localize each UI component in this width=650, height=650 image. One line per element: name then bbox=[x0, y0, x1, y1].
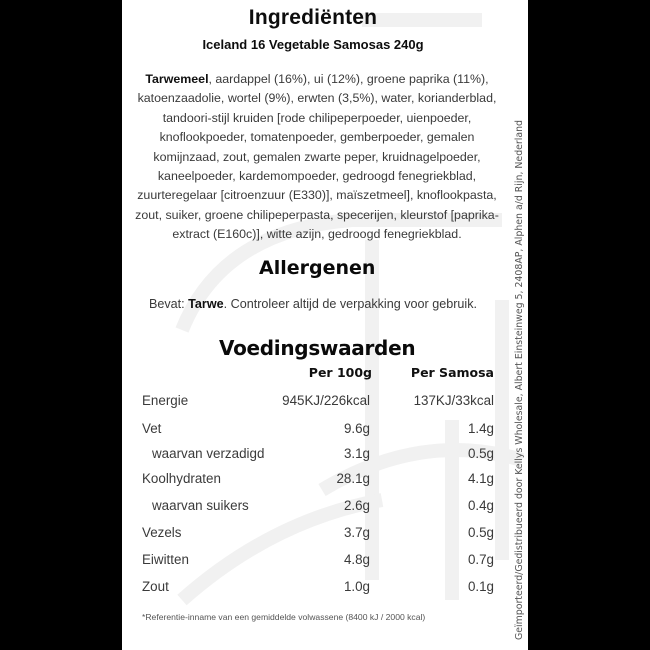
product-name: Iceland 16 Vegetable Samosas 240g bbox=[202, 37, 424, 52]
table-row bbox=[122, 579, 528, 601]
value-per-serving: 0.4g bbox=[467, 498, 494, 513]
value-per-serving: 137KJ/33kcal bbox=[413, 393, 494, 408]
value-per-serving: 0.5g bbox=[467, 525, 494, 540]
value-per-serving: 0.1g bbox=[467, 579, 494, 594]
table-row bbox=[122, 393, 528, 415]
table-row bbox=[122, 498, 528, 520]
table-row bbox=[122, 471, 528, 493]
value-per-serving: 1.4g bbox=[467, 421, 494, 436]
nutrition-label bbox=[122, 0, 528, 650]
value-per-100g: 9.6g bbox=[343, 421, 370, 436]
value-per-serving: 0.5g bbox=[467, 446, 494, 461]
value-per-100g: 28.1g bbox=[336, 471, 370, 486]
allergens-statement bbox=[122, 297, 504, 311]
reference-intake-footnote: *Referentie-inname van een gemiddelde volwassene (8400 kJ / 2000 kcal) bbox=[142, 612, 426, 622]
nutrient-name: Energie bbox=[142, 393, 189, 408]
allergens-prefix: Bevat: bbox=[148, 297, 189, 311]
value-per-100g: 2.6g bbox=[343, 498, 370, 513]
value-per-serving: 0.7g bbox=[467, 552, 494, 567]
value-per-100g: 3.1g bbox=[343, 446, 370, 461]
value-per-100g: 3.7g bbox=[343, 525, 370, 540]
allergen-name: Tarwe bbox=[188, 297, 224, 311]
table-row bbox=[122, 421, 528, 443]
ingredient-bold-lead: Tarwemeel bbox=[145, 72, 209, 86]
nutrient-name: Koolhydraten bbox=[142, 471, 221, 486]
table-row bbox=[122, 552, 528, 574]
allergens-heading: Allergenen bbox=[259, 257, 376, 279]
column-header-per-100g: Per 100g bbox=[308, 365, 372, 380]
nutrient-name: Vezels bbox=[142, 525, 182, 540]
nutrient-name: Zout bbox=[142, 579, 169, 594]
ingredients-text: , aardappel (16%), ui (12%), groene paprika (11%), katoenzaadolie, wortel (9%), erwten (3,5%), water, korianderblad, tandoori-stijl kruiden [rode chilipeperpoeder, uienpoeder, knoflookpoeder, tomatenpoeder, gemberpoeder, gemalen komijnzaad, zout, gemalen zwarte peper, kruidnagelpoeder, kaneelpoeder, kardemompoeder, gedroogd fenegriekblad, zuurteregelaar [citroenzuur (E330)], maïszetmeel], knoflookpasta, zout, suiker, groene chilipeperpasta, specerijen, kleurstof [paprika-extract (E160c)], witte azijn, gedroogd fenegriekblad. bbox=[135, 72, 499, 242]
nutrient-name: waarvan suikers bbox=[152, 498, 249, 513]
nutrient-name: Eiwitten bbox=[142, 552, 189, 567]
nutrient-name: Vet bbox=[142, 421, 162, 436]
value-per-100g: 945KJ/226kcal bbox=[282, 393, 370, 408]
value-per-100g: 1.0g bbox=[343, 579, 370, 594]
importer-address: Geïmporteerd/Gedistribueerd door Kellys Wholesale, Albert Einsteinweg 5, 2408AP, Alphen a/d Rijn, Nederland bbox=[514, 119, 525, 640]
allergens-suffix: . Controleer altijd de verpakking voor gebruik. bbox=[223, 297, 478, 311]
nutrient-name: waarvan verzadigd bbox=[152, 446, 265, 461]
table-row bbox=[122, 525, 528, 547]
ingredients-list bbox=[126, 70, 508, 245]
value-per-serving: 4.1g bbox=[467, 471, 494, 486]
table-row bbox=[122, 446, 528, 468]
nutrition-heading: Voedingswaarden bbox=[219, 336, 416, 360]
value-per-100g: 4.8g bbox=[343, 552, 370, 567]
page-title: Ingrediënten bbox=[248, 6, 378, 29]
column-header-per-serving: Per Samosa bbox=[410, 365, 494, 380]
